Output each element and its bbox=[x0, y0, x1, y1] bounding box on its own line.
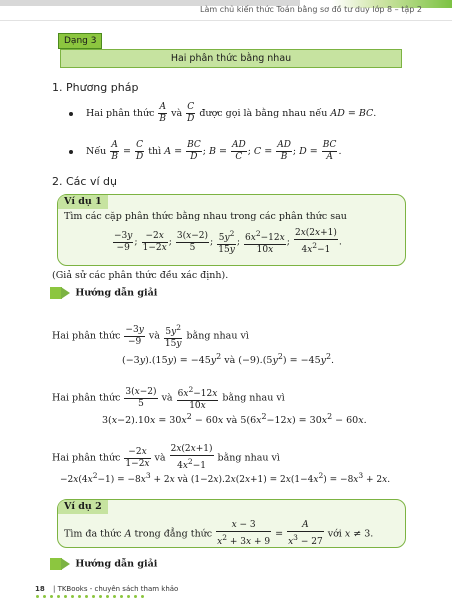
lesson-badge: Dạng 3 bbox=[58, 33, 102, 49]
example-2-label: Ví dụ 2 bbox=[58, 500, 108, 514]
guide-heading-2 bbox=[50, 558, 157, 570]
fraction: $\frac{A}{B}$ bbox=[159, 102, 167, 124]
method-text: và bbox=[171, 108, 183, 119]
example-2-text: Tìm đa thức bbox=[64, 528, 122, 540]
fraction: $\frac{-2x}{1-2x}$ bbox=[142, 230, 167, 253]
fraction: $\frac{BC}{D}$ bbox=[187, 140, 201, 162]
solution-text: và bbox=[226, 415, 238, 427]
fraction: $\frac{5y^2}{15y}$ bbox=[164, 323, 182, 349]
fraction: $\frac{BC}{A}$ bbox=[322, 140, 337, 162]
lesson-title: Hai phân thức bằng nhau bbox=[60, 49, 402, 68]
fraction: $\frac{x - 3}{x^2 + 3x + 9}$ bbox=[217, 520, 271, 547]
guide-label: Hướng dẫn giải bbox=[75, 287, 158, 299]
footer-brand: | TKBooks - chuyên sách tham khảo bbox=[52, 585, 179, 593]
fraction: $\frac{AD}{C}$ bbox=[231, 140, 246, 162]
method-text: Hai phân thức bbox=[86, 108, 155, 119]
header-divider bbox=[0, 20, 452, 21]
solution-text: Hai phân thức bbox=[52, 330, 121, 342]
method-text: thì bbox=[148, 146, 162, 157]
arrow-icon bbox=[61, 287, 70, 299]
fraction: $\frac{C}{D}$ bbox=[135, 140, 144, 162]
example-1-note: (Giả sử các phân thức đều xác định). bbox=[52, 270, 229, 281]
solution-2-line bbox=[52, 384, 285, 412]
solution-text: và bbox=[148, 330, 160, 342]
example-1-prompt: Tìm các cặp phân thức bằng nhau trong các phân thức sau bbox=[64, 211, 347, 222]
example-2-prompt: Tìm đa thức A trong đẳng thức $\frac{x - 3}{x^2 + 3x + 9}$ = $\frac{A}{x^3 - 27}$ với x ≠ 3. bbox=[64, 520, 374, 547]
solution-text: Hai phân thức bbox=[52, 392, 121, 404]
solution-text: và bbox=[224, 355, 236, 367]
header-title: Làm chủ kiến thức Toán bằng sơ đồ tư duy lớp 8 – tập 2 bbox=[200, 5, 422, 14]
example-2-text: với bbox=[327, 528, 342, 540]
footer-dots bbox=[36, 595, 148, 614]
method-line-1 bbox=[86, 102, 376, 125]
guide-heading-1 bbox=[50, 287, 157, 299]
fraction: $\frac{C}{D}$ bbox=[187, 102, 195, 124]
bullet-1 bbox=[69, 112, 73, 116]
fraction: $\frac{A}{B}$ bbox=[111, 140, 118, 162]
arrow-icon bbox=[61, 558, 70, 570]
fraction: $\frac{5y^2}{15y}$ bbox=[218, 229, 235, 255]
solution-2-equation: $3(x-2).10x = 30x^2 - 60x$ và $5(6x^2-12x) = 30x^2 - 60x$. bbox=[102, 412, 367, 427]
solution-1-equation: $(-3y).(15y) = -45y^2$ và $(-9).(5y^2) = -45y^2$. bbox=[122, 352, 335, 367]
footer bbox=[35, 585, 178, 593]
fraction: $\frac{3(x-2)}{5}$ bbox=[176, 230, 209, 253]
section-method-heading: 1. Phương pháp bbox=[52, 81, 139, 94]
solution-3-equation: $-2x(4x^2-1) = -8x^3 + 2x$ và $(1-2x).2x(2x+1) = 2x(1-4x^2) = -8x^3 + 2x$. bbox=[60, 471, 391, 485]
example-2-text: trong đẳng thức bbox=[134, 528, 213, 540]
solution-text: bằng nhau vì bbox=[186, 330, 249, 342]
fraction: $\frac{2x(2x+1)}{4x^2-1}$ bbox=[294, 228, 337, 255]
page-number: 18 bbox=[35, 585, 45, 593]
method-text: Nếu bbox=[86, 146, 107, 157]
guide-label: Hướng dẫn giải bbox=[75, 558, 158, 570]
solution-text: bằng nhau vì bbox=[217, 452, 280, 464]
solution-3-line bbox=[52, 444, 280, 472]
fraction: $\frac{-2x}{1-2x}$ bbox=[125, 446, 150, 469]
fraction: $\frac{2x(2x+1)}{4x^2-1}$ bbox=[170, 444, 213, 471]
fraction: $\frac{A}{x^3 - 27}$ bbox=[288, 520, 323, 547]
fraction: $\frac{6x^2-12x}{10x}$ bbox=[245, 229, 285, 255]
example-1-fractions: $\frac{-3y}{-9}$ ; $\frac{-2x}{1-2x}$ ; $\frac{3(x-2)}{5}$ ; $\frac{5y^2}{15y}$ ; $\frac{6x^2-12x}{10x}$ ; $\frac{2x(2x+1)}{4x^2-1}$ . bbox=[114, 228, 342, 255]
solution-text: Hai phân thức bbox=[52, 452, 121, 464]
bullet-2 bbox=[69, 150, 73, 154]
solution-text: bằng nhau vì bbox=[222, 392, 285, 404]
solution-1-line bbox=[52, 322, 249, 350]
solution-text: và bbox=[161, 392, 173, 404]
fraction: $\frac{3(x-2)}{5}$ bbox=[125, 386, 157, 409]
example-2-variable: A bbox=[124, 528, 132, 540]
method-text: được gọi là bằng nhau nếu bbox=[199, 108, 328, 119]
example-1-label: Ví dụ 1 bbox=[58, 195, 108, 209]
fraction: $\frac{-3y}{-9}$ bbox=[114, 230, 133, 253]
fraction: $\frac{6x^2-12x}{10x}$ bbox=[177, 385, 218, 411]
fraction: $\frac{AD}{B}$ bbox=[277, 140, 291, 162]
solution-text: và bbox=[177, 475, 189, 485]
section-examples-heading: 2. Các ví dụ bbox=[52, 175, 117, 188]
method-line-2: Nếu $\frac{A}{B}$ = $\frac{C}{D}$ thì A = $\frac{BC}{D}$ ; B = $\frac{AD}{C}$ ; C = $\frac{AD}{B}$ ; D = $\frac{BC}{A}$ . bbox=[86, 140, 342, 162]
math-expression: AD = BC. bbox=[330, 108, 377, 119]
solution-text: và bbox=[154, 452, 166, 464]
fraction: $\frac{-3y}{-9}$ bbox=[125, 324, 144, 347]
